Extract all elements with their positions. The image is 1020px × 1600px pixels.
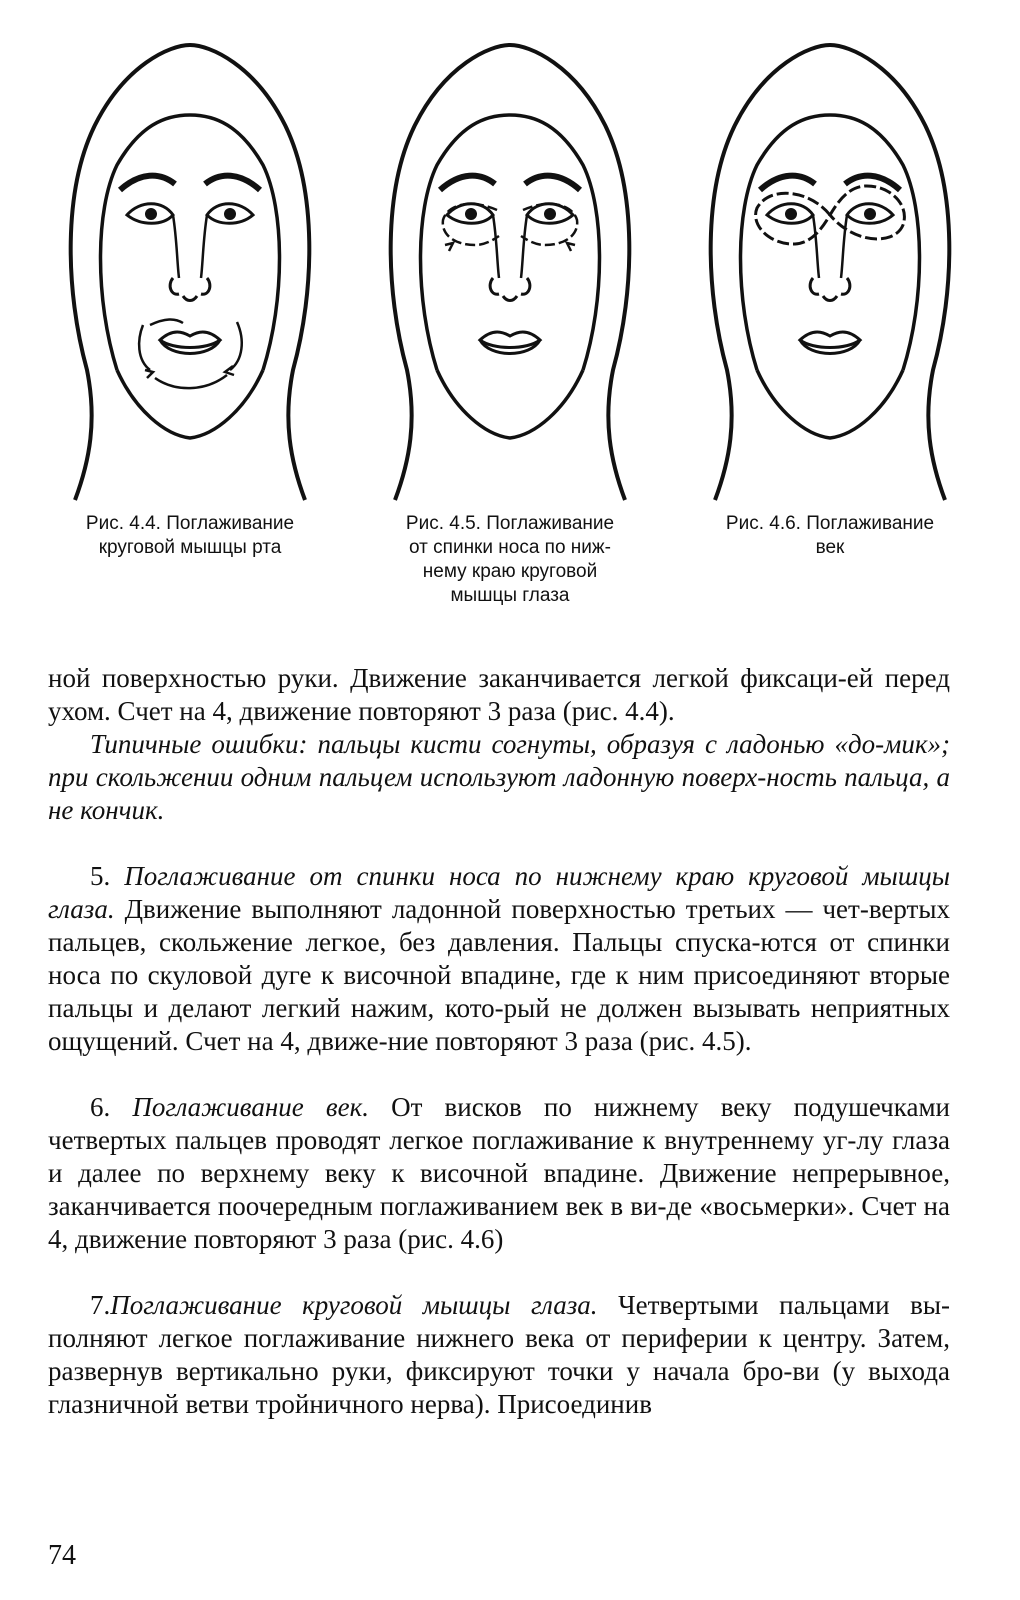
paragraph: ной поверхностью руки. Движение заканчивается легкой фиксаци-ей перед ухом. Счет на 4, движение повторяют 3 раза (рис. 4.4). <box>48 663 950 726</box>
item-text: От висков по нижнему веку подушечками четвертых пальцев проводят легкое поглаживание к внутреннему уг-лу глаза и далее по верхнему веку к височной впадине. Движение непрерывное, заканчивается поочередным поглаживанием век в ви-де «восьмерки». Счет на 4, движение повторяют 3 раза (рис. 4.6) <box>48 1092 950 1254</box>
caption-line: от спинки носа по ниж- <box>409 537 611 558</box>
page-number: 74 <box>48 1540 76 1571</box>
item-number: 7. <box>90 1290 111 1320</box>
caption-line: круговой мышцы рта <box>98 537 282 558</box>
figure-caption <box>675 512 985 560</box>
caption-line: Рис. 4.4. Поглаживание <box>85 513 295 534</box>
item-number: 5. <box>90 861 125 891</box>
figure-4-6 <box>675 40 985 560</box>
figure-caption <box>355 512 665 608</box>
face-illustration-nose-eyes <box>375 40 645 510</box>
paragraph-item-7 <box>48 1289 950 1421</box>
caption-line: нему краю круговой <box>422 561 598 582</box>
paragraph-item-6 <box>48 1091 950 1256</box>
figure-4-5 <box>355 40 665 608</box>
item-text: Движение выполняют ладонной поверхностью третьих — чет-вертых пальцев, скольжение легкое, без давления. Пальцы спуска-ются от спинки носа по скуловой дуге к височной впадине, где к ним присоединяют вторые пальцы и делают легкий нажим, кото-рый не должен вызывать неприятных ощущений. Счет на 4, движе-ние повторяют 3 раза (рис. 4.5). <box>48 894 950 1056</box>
caption-line: век <box>815 537 845 558</box>
caption-line: Рис. 4.5. Поглаживание <box>405 513 615 534</box>
face-illustration-eyelids <box>695 40 965 510</box>
caption-line: Рис. 4.6. Поглаживание <box>725 513 935 534</box>
face-illustration-mouth <box>55 40 325 510</box>
figures-row <box>0 0 1020 640</box>
item-text: Четвертыми пальцами вы-полняют легкое поглаживание нижнего века от периферии к центру. Затем, развернув вертикально руки, фиксируют точки у начала бро-ви (у выхода глазничной ветви тройничного нерва). Присоединив <box>48 1290 950 1419</box>
item-title: Поглаживание круговой мышцы глаза. <box>110 1290 598 1320</box>
paragraph-typical-errors: Типичные ошибки: пальцы кисти согнуты, образуя с ладонью «до-мик»; при скольжении одним пальцем используют ладонную поверх-ность пальца, а не кончик. <box>48 729 950 825</box>
item-number: 6. <box>90 1092 133 1122</box>
figure-4-4 <box>35 40 345 560</box>
item-title: Поглаживание от спинки носа по нижнему краю круговой мышцы глаза. <box>48 861 950 924</box>
paragraph-item-5 <box>48 860 950 1058</box>
item-title: Поглаживание век. <box>132 1092 369 1122</box>
figure-caption <box>35 512 345 560</box>
body-text <box>48 662 950 1421</box>
caption-line: мышцы глаза <box>450 585 570 606</box>
